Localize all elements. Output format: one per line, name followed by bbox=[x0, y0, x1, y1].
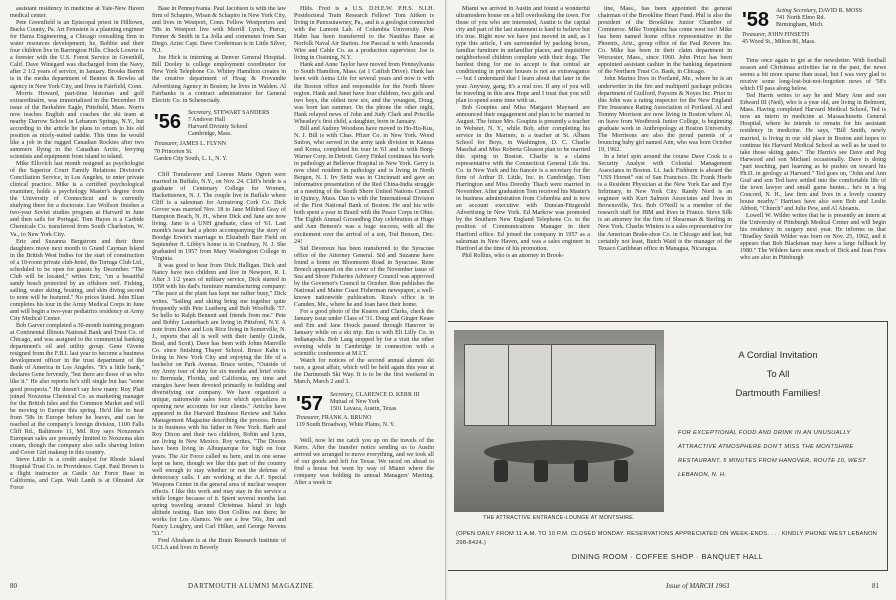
left-page bbox=[0, 0, 446, 600]
paragraph: Miami we arrived in Austin and found a wonderful ultramodern house on a hill overlooking the town. For those of you who are interested, Austin is the capital city and part of the last statement is hard to believe but it's true. Right now we have just moved in and, as I type this article, I am surrounded by packing boxes, familiar furniture in unfamiliar places, and inquisitive neighborhood children complete with their dogs. The hardest thing for me to accept is that central air conditioning in private houses is not an extravagance — but I understand that I learn about that later in the year. Anyway, gang, it's a real zoo. If any of you will be traveling in this area Hope and I trust that you will plan to spend some time with us. bbox=[456, 6, 590, 104]
lounge-photo bbox=[454, 330, 664, 512]
left-column-1 bbox=[10, 6, 144, 578]
class-1957-header bbox=[294, 390, 434, 434]
paragraph: In a brief spin around the course Dave Cook is a Security Analyst with Colonial Management Associates in Boston. Lt. Jack Fishburn is aboard the "USS Hornet" out of San Francisco. Dr. Frank Hoefe is a Resident Physician at the New York Ear and Eye Infirmary, in New York City. Randy Nord is an engineer with Kurt Salmon Associates and lives in Brownsville, Tex. Bob O'Neill is a member of the research staff for IBM and lives in France. Steve Silk is an attorney for the firm of Shearman & Sterling in New York. Charlie Winters is a sales representative for the American Brake-shoe Co. in Chicago and last, but certainly not least, Butch Waid is the manager of the Texaco Caribbean office in Managua, Nicaragua. bbox=[598, 153, 732, 252]
page-number-left: 80 bbox=[10, 582, 17, 590]
paragraph: For a good photo of the Keares and Clarks, check the January issue under Class of '31. Doug and Ginger Keare and Em and Jane Houck passed through Hanover in January while on a ski trip. Em is with Eli Lilly Co. in Indianapolis. Bob Lang stopped by for a visit the other evening while in Cambridge in connection with a scientific conference at M.I.T. bbox=[294, 309, 434, 358]
right-page bbox=[448, 0, 896, 600]
paragraph: Pete Greenfield is an Episcopal priest in Hilltown, Bucks County, Pa. Art Feinstein is a planning engineer for Harza Engineering, a Chicago consulting firm in water resources development; he, Bobbie and their four children live in Barrington Hills. Chuck Lowrie is a forester with the U.S. Forest Service in Greenhill, Calif. Dave Winegard was discharged from the Navy, after 2 1/2 years of service, in January. Brooks Barrett is in the media department of Benton & Bowles ad agency in New York City, and lives in Fairfield, Conn. bbox=[10, 20, 144, 90]
left-column-2 bbox=[152, 6, 286, 578]
paragraph: line, Mass., has been appointed the general chairman of the Brookline Heart Fund. Phil is also the president of the Brookline Junior Chamber of Commerce. Mike Tompkins has come west too! Mike has been named home office representative in the Phoenix, Ariz., group office of the Paul Revere Ins. Co. Mike has been in their claim department in Worcester, Mass., since 1960. John Price has been appointed assistant cashier in the banking department of the Northern Trust Co. Bank, in Chicago. bbox=[598, 6, 732, 76]
paragraph: Morris Howard, part-time historian and golf extraordinaire, was immortalized in the December 19 issue of the Berkshire Eagle, Pittsfield, Mass. Norris now teaches English and coaches the ski team at nearby Darrow School in Lebanon Springs, N.Y., but according to the article he plans to return to his old position as nicely-suited caddie. This time he would like a job in the rugged Canadian Rockies after two summers flying in the Canadian Arctic, ferrying scientists and equipment from island to island. bbox=[10, 90, 144, 160]
magazine-title: DARTMOUTH ALUMNI MAGAZINE bbox=[188, 582, 314, 590]
paragraph: Ted Harris writes to say he and Mary Ann and son Edward III (Ned), who is a year old, are living in Belmont, Mass. Having completed Harvard Medical School, Ted is now an intern in medicine at Massachusetts General Hospital, where he intends to remain for his assistant residency in medicine. He says, "Bill Smith, newly married, is living in our old place in Boston and hopes to continue his Harvard Medical School as well as he used to take those skiing gates." The Harris's see Dave and Peg Harwood and son Michael occasionally. Dave is doing "part teaching, part learning as he pushes on toward his Ph.D. in geology at Harvard." Ted goes on, "John and Ann Graf and son Ted have settled into the comfortable life of the town lawyer and small game hunter... he's in a big Concord, N. H., law firm and lives in a lovely country house nearby." Harrises have also seen Bob and Leslie Abbott, "Church" and Julie Pew, and Al Aboanis. bbox=[740, 93, 886, 212]
paragraph: Watch for notices of the second annual alumni ski race, a great affair, which will be held again this year at the Dartmouth Ski Way. It is to be the first weekend in March, March 2 and 3. bbox=[294, 358, 434, 386]
paragraph: Mike Ellovich last month resigned as psychologist of the Superior Court Family Relations Division's Conciliation Service, in Los Angeles, to enter private clinical practice. Mike is a certified psychological examiner, holds a psychology Master's degree from the University of Connecticut and is currently studying there for a doctorate. Lee Wolfson finishes a two-year Soviet studies program at Harvard in June and then sails for Portugal. Tom Hayes is a Carbide Chemicals Co. transferred from South Charleston, W. Va., to New York City. bbox=[10, 161, 144, 238]
issue-date: Issue of MARCH 1963 bbox=[666, 582, 730, 590]
class-year-1957: '57 bbox=[296, 392, 324, 415]
paragraph: Base in Pennsylvania. Paul Jacobson is with the law firm of Schapiro, Wisan & Schapiro in New York City, and lives in Westport, Conn. Fellow Westporters and '58s in Westport live with Merrill Lynch, Pierce, Fenner & Smith in La Jolla and commutes from San Diego. Aztec Capt. Dave Corderman is in Little Silver, N.J. bbox=[152, 6, 286, 55]
paragraph: Bob Goupins and Miss Margaret Maynard are announced their engagement and plan to be married in August. The future Mrs. Goupins is presently a teacher in Webster, N. Y., while Bob, after completing his service in the Marines, is a teacher at St. Albans School for Boys, in Washington, D. C. Charlie Maschal and Miss Roberta Gleason plan to be married this spring in Boston. Charlie is a claims representative with the Connecticut General Life Ins. Co. in New York and his fiancée is a secretary for the firm of Arthur D. Little, Inc. in Cambridge. Tom Harrington and Miss Dorothy Thach were married in November. After graduation Tom received his Master's in business administration from Columbia and is now an account executive with Duncan-Fitzgerald Advertising in New York. Ed Markow was promoted by the Southern New England Telephone Co. to the position of Communications Manager in their Hartford office. Ed joined the company in 1957 as a salesman in New Haven, and was a sales engineer in Hartford at the time of his promotion. bbox=[456, 104, 590, 252]
paragraph: Hills. Fred is a U.S. D.H.E.W. P.H.S. N.I.H. Postdoctoral Train Research Fellow! Tom Aitken is living in Punxsutawney, Pa., and is a geologist connected with the Lamont Lab. of Columbia University. Pete Hahn has been transferred to the Nautilus Base at Norfolk Naval Air Station. Joe Pascual is with Anaconda Wire and Cable Co. as a production supervisor. Joe is living in Ossining, N.Y. bbox=[294, 6, 434, 62]
class-1957-officers: Secretary, CLARENCE D. KERR III Mutual of New York 1501 Lavaca, Austin, Texas Treasurer, FRANK A. BRUNO 119 South Broadway, White Plains, N. Y. bbox=[296, 391, 420, 429]
montshire-advertisement bbox=[448, 321, 888, 571]
ad-description: FOR EXCEPTIONAL FOOD AND DRINK IN AN UNUSUALLY ATTRACTIVE ATMOSPHERE DON'T MISS THE MONTSHIRE RESTAURANT, 5 MINUTES FROM HANOVER, ROUTE 10, WEST LEBANON, N. H. bbox=[678, 430, 866, 478]
class-1956-header bbox=[152, 108, 286, 168]
right-column-2 bbox=[598, 6, 732, 316]
class-1956-officers: Secretary, STEWART SANDERS 7 Andover Hall Harvard Divinity School Cambridge, Mass. Treasurer, JAMES L. FLYNN 70 Princeton St. Garden City South, L. I., N. Y. bbox=[154, 109, 270, 162]
photo-caption: THE ATTRACTIVE ENTRANCE-LOUNGE AT MONTSHIRE. bbox=[483, 515, 635, 521]
ad-hours: (OPEN DAILY FROM 11 A.M. TO 10 P.M. CLOSED MONDAY. RESERVATIONS APPRECIATED ON WEEK-ENDS. . . . KINDLY PHONE WEST LEBANON 298-8424.) bbox=[456, 531, 878, 546]
paragraph: Fred Abraham is at the Brain Research Institute of UCLA and lives in Beverly bbox=[152, 538, 286, 552]
ad-services: DINING ROOM · COFFEE SHOP · BANQUET HALL bbox=[571, 552, 764, 561]
paragraph: Joe Hick is interning at Denver General Hospital. Bill Dooley is college employment coordinator for New York Telephone Co. Whitey Hamilton creates in the creative department of Hoag & Provandie Advertising Agency in Boston; he lives in Walden. Al Fairbanks is a contract administrator for General Electric Co. in Schenectady. bbox=[152, 55, 286, 104]
secretary-name: STEWART SANDERS bbox=[213, 109, 270, 116]
paragraph: It was good to hear from Dick Halligan. Dick and Nancy have two children and live in Newport, R. I. After 3 1/2 years of military service, Dick started in 1958 with his dad's furniture manufacturing company: "The pace at the plant has kept me rather busy," Dick writes. "Sailing and skiing bring me together quite frequently with Pete Lustberg and Bob Woolfolk '57. So hello to Ralph Bennett and friends from me." Pete and Bobby Lauterbach are living in Pittsford, N.Y. A note from Dave and Lois Rice living in Somerville, N. J., reports that all is well with their family (Linda, Brad, and Scott). Dave has been with Johns Manville Co. since finishing Thayer School. Bruce Kahn is living in New York City and enjoying the life of a bachelor on Park Avenue. Bruce writes, "Outside of my Army tour of duty for six months and brief visits to Bermuda, Florida, and California, my time and energies have been devoted primarily to building and diversifying our company. We have organized a unique, nationwide sales force which specializes in opening new accounts for our clients." Articles have appeared in the Harvard Business Review and Sales Management Magazine describing the process. Bruce is in business with his father in New York. Barb and Roy Dixon and their two children, Robin and Lynn, are living in New Mexico. Roy writes, "The Dixons have been living in Albuquerque for high on four years. The Air Force called us here, and in one sense kept us here, though we like this part of the country well enough to stay whether or not the defense of democracy calls. I am working at the A.F. Special Weapons Center in the general area of nuclear weapon effects. I like this work and may stay in the service a while longer because of it. Spent several months last spring traveling around Christmas Island in high altitude testing. Ran into Don Collins out there; he works for Los Alamos. We see a few '56s, Jim and Nancy Loughry, and Carl Hilker, and George Nevens '53." bbox=[152, 263, 286, 538]
paragraph: Eric and Suzanna Bergstrom and their three daughters move next month to Grand Cayman Island in the British West Indies for the start of construction of a 10-room private club-hotel, the Tortuga Club Ltd., scheduled to be open for guests by December. "The Club will be located," writes Eric, "on a beautiful sandy beach protected by an offshore reef. Fishing, sailing, water skiing, boating, and skin diving second to none will be featured." No prices listed. John Elian completes his tour in the Army Medical Corps in June and will begin a two-year pediatrics residency at Army City Medical Center. bbox=[10, 238, 144, 323]
paragraph: Bill and Audrey Woodson have moved to Ho-Ho-Kus, N. J. Bill is with Chas. Pfizer Co. in New York. Wood Sutton, who served in the army tank division in Kansas and Korea, completed his tour in '61 and is with Borg-Warner Corp. in Detroit. Gerry Finkel continues his work in pathology at Bellevue Hospital in New York. Gerry is now chief resident in pathology and is living in North Bergen, N. J. Irv Seitz was in Cincinnati and gave an informative presentation of the Red China-India struggle at a meeting of the South Shore United Nations Council in Quincy, Mass. Dan is with the International Division of the First National Bank of Boston. He and his wife both spent a year in Brazil with the Peace Corps in Ohio. The Eighth Annual Groundhog Day celebration at Hugo and Ann Benson's was a huge success, with all the excitement over the arrival of a son, Tod Benson, Dec. 24! bbox=[294, 125, 434, 245]
treasurer-name: JAMES L. FLYNN bbox=[179, 141, 227, 148]
paragraph: assistant residency in medicine at Yale-New Haven medical center. bbox=[10, 6, 144, 20]
right-column-3 bbox=[740, 6, 886, 316]
class-1958-header bbox=[740, 6, 886, 54]
class-1958-officers: Acting Secretary, DAVID R. MOSS 741 North Elmo Rd. Birmingham, Mich. Treasurer, JOHN FINSETH 45 Wood St., Milton 86, Mass. bbox=[742, 8, 863, 45]
paragraph: Well, now let me catch you up on the travels of the Kerrs. After the transfer notice sending us to Austin arrived we arranged to move everything, and we took all of our goods and left for Texas. We raced on ahead to find a house but went by way of Miami where the company was holding its annual Managers' Meeting. After a week in bbox=[294, 437, 434, 486]
paragraph: Bob Garver completed a 30-month training program at Continental Illinois National Bank and Trust Co. of Chicago, and was assigned to the commercial banking department's oil and utility group. Gene Givens resigned from the F.B.I. last year to become a business development officer in the trust department of the Bank of America in Los Angeles. "It's a little bank," declares Gene fervently, "but there are those of us who like it." He also reports he's still single but has "some good prospects." He doesn't say how many. Roy Platt joined Noxzema Chemical Co. as marketing manager for the British Isles and the Common Market and will be moving to Europe this spring. He'd like to hear from '58s in Europe before he leaves, and can be reached at the company's foreign division, 1100 Falls Cliff Rd., Baltimore 11, Md. Roy says Noxzema's European sales are presently limited to Noxzema skin cream, though the company also sells shaving lotion and Cover Girl makeup in this country. bbox=[10, 323, 144, 456]
left-column-3 bbox=[294, 6, 434, 578]
paragraph: Phil Rollins, who is an attorney in Brook- bbox=[462, 252, 564, 259]
class-year-1956: '56 bbox=[154, 110, 182, 133]
paragraph: Steve Little is a credit analyst for Rhode Island Hospital Trust Co. in Providence. Capt. Paul Brown is a flight instructor at Castle Air Force Base in California, and Capt. Walt Lamb is at Olmsted Air Force bbox=[10, 457, 144, 492]
paragraph: Sid Devereux has been transferred to the Syracuse office of the Attorney General. Sid and Suzanne have found a home on Bloomsom Road in Syracuse. Rene Breech appeared on the cover of the November issue of Sea and Shore Fisheries Advisory Council was approved by the Governor's Council in October. Ron publishes the National and Maine Coast Fisherman newspaper, a well-known nationwide publication. Russ's office is in Camden, Me., where he and Joan have their home. bbox=[294, 245, 434, 308]
class-year-1958: '58 bbox=[742, 9, 770, 31]
right-column-1 bbox=[456, 6, 590, 316]
paragraph: Hank and Anne Taylor have moved from Pennsylvania to South Hamilton, Mass. (at 1 Catfish Drive). Hank has been with Aetna Life for several years and now is with the Boston office and responsible for the North Shore region. Hank and Janet have four children, two girls and two boys, the oldest now six, and the youngest, Doug, was born last summer. On the phone the other night, Hank relayed news of John and Judy Clark and Priscilla Wheatley's first child, a daughter, born in January. bbox=[294, 62, 434, 125]
paragraph: Time once again to get at the newsletter. With football season and Christmas activities far in the past, the news seems a bit more sparse than usual, but I was very glad to receive some long-lost-but-not-forgotten news of '58's which I'll pass along below. bbox=[740, 58, 886, 93]
ad-invitation: A Cordial Invitation To All Dartmouth Families! bbox=[735, 350, 821, 399]
paragraph: Cliff Tomshower and Lorene Marie Ogren were married in Buffalo, N.Y., on Nov. 24. Cliff's bride is a graduate of Centenary College for Women, Hackettstown, N. J. The couple live in Buffalo where Cliff is a salesman for Armstrong Cork Co. Dick Grover was married Nov. 18 to Jane Mildred Gray of Hampton Beach, N. H., where Dick and Jane are now living. Jane is a UNH graduate, class of '61. Last month's issue had a photo accompanying the story of Boodge Erwin's marriage to Elizabeth Barr Field on September 8. Libby's home is in Cranbury, N. J. She graduated in 1957 from Mary Washington College in Virginia. bbox=[152, 171, 286, 263]
paragraph: John Marino lives in Portland, Me., where he is an underwriter in the fire and multiperil package policies department of Guilford, Paysore & Noyes Inc. Prior to this John was a rating inspector for the New England Fire Insurance Rating Association of Portland. Al and Tommy Morrison are now living in Boston where Al, on leave from Westbrook Junior College, is beginning graduate work in Anthropology at Boston University. The Morrisons are also the proud parents of a bouncing baby girl named Ann, who was born October 19, 1962. bbox=[598, 76, 732, 153]
page-number-right: 81 bbox=[872, 582, 879, 590]
paragraph: Lowell W. Wilder writes that he is presently an intern at the University of Pittsburgh Medical Center and will begin his residency in surgery next year. He informs us that "Bradley Smith Wilder was born on Nov. 25, 1962, and it appears that Bob Blackman may have a large fullback by 1980." The Wilders have seen much of Dick and Jean Fries who are also in Pittsburgh bbox=[740, 213, 886, 262]
